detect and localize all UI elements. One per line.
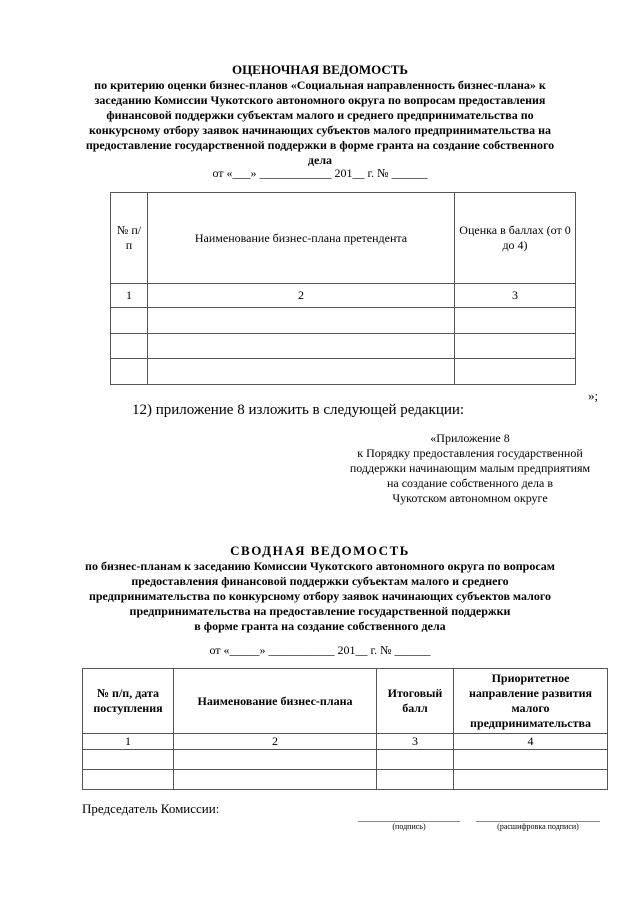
table-cell: 4	[454, 734, 608, 750]
subtitle-line: предоставление государственной поддержки в форме гранта на создание собственного	[85, 138, 555, 152]
form1-subtitle	[0, 78, 640, 168]
table-cell: 1	[111, 284, 148, 308]
subtitle-line: дела	[307, 153, 333, 167]
table-header-row	[83, 669, 608, 734]
appendix-line: к Порядку предоставления государственной	[357, 446, 583, 460]
table-row	[111, 359, 576, 385]
table-cell: 3	[377, 734, 454, 750]
header-cell: № п/п, дата поступления	[83, 669, 174, 734]
table-cell[interactable]	[148, 334, 455, 359]
table-cell[interactable]	[174, 770, 377, 790]
table-cell: 3	[455, 284, 576, 308]
subtitle-line: финансовой поддержки субъектам малого и среднего предпринимательства по	[106, 108, 534, 122]
table-row	[111, 308, 576, 334]
table-row	[111, 334, 576, 359]
table-cell[interactable]	[454, 750, 608, 770]
subtitle-line: в форме гранта на создание собственного дела	[194, 619, 446, 633]
table-row	[111, 284, 576, 308]
signature-caption: (подпись)	[358, 821, 460, 831]
table-cell: 2	[148, 284, 455, 308]
form2-table	[82, 668, 608, 790]
table-cell[interactable]	[148, 308, 455, 334]
form2-subtitle	[0, 559, 640, 634]
table-row	[83, 750, 608, 770]
subtitle-line: по критерию оценки бизнес-планов «Социальная направленность бизнес-плана» к	[94, 78, 546, 92]
table-row	[83, 734, 608, 750]
form2-date-line: от «_____» ___________ 201__ г. № ______	[209, 643, 431, 657]
table-cell[interactable]	[377, 750, 454, 770]
table-cell[interactable]	[83, 750, 174, 770]
subtitle-line: по бизнес-планам к заседанию Комиссии Чукотского автономного округа по вопросам	[85, 559, 555, 573]
table-cell[interactable]	[111, 359, 148, 385]
table-cell[interactable]	[83, 770, 174, 790]
subtitle-line: конкурсному отбору заявок начинающих субъектов малого предпринимательства на	[88, 123, 552, 137]
subtitle-line: заседанию Комиссии Чукотского автономного округа по вопросам предоставления	[94, 93, 546, 107]
header-cell: Оценка в баллах (от 0 до 4)	[455, 193, 576, 284]
appendix-line: Чукотском автономном округе	[392, 491, 548, 505]
subtitle-line: предпринимательства на предоставление государственной поддержки	[129, 604, 511, 618]
appendix-line: на создание собственного дела в	[386, 476, 553, 490]
header-cell: Наименование бизнес-плана претендента	[148, 193, 455, 284]
header-cell: Итоговый балл	[377, 669, 454, 734]
appendix-line: поддержки начинающим малым предприятиям	[349, 461, 591, 475]
table-cell[interactable]	[148, 359, 455, 385]
form1-table	[110, 192, 576, 385]
subtitle-line: предпринимательства по конкурсному отбору заявок начинающих субъектов малого	[88, 589, 552, 603]
table-cell[interactable]	[111, 308, 148, 334]
table-cell[interactable]	[174, 750, 377, 770]
header-cell: Приоритетное направление развития малого предпринимательства	[454, 669, 608, 734]
table-cell[interactable]	[454, 770, 608, 790]
header-cell: № п/п	[111, 193, 148, 284]
subtitle-line: предоставления финансовой поддержки субъектам малого и среднего	[131, 574, 509, 588]
form1-title: ОЦЕНОЧНАЯ ВЕДОМОСТЬ	[231, 62, 409, 77]
closing-quote: »;	[588, 388, 599, 403]
chairman-label: Председатель Комиссии:	[82, 801, 220, 816]
header-cell: Наименование бизнес-плана	[174, 669, 377, 734]
form1-date-line: от «___» ____________ 201__ г. № ______	[212, 166, 428, 180]
table-cell: 2	[174, 734, 377, 750]
form2-title: СВОДНАЯ ВЕДОМОСТЬ	[230, 543, 410, 558]
table-header-row	[111, 193, 576, 284]
table-row	[83, 770, 608, 790]
table-cell[interactable]	[111, 334, 148, 359]
table-cell[interactable]	[377, 770, 454, 790]
table-cell[interactable]	[455, 359, 576, 385]
instruction-text: 12) приложение 8 изложить в следующей редакции:	[132, 402, 465, 418]
table-cell: 1	[83, 734, 174, 750]
table-cell[interactable]	[455, 308, 576, 334]
appendix-line: «Приложение 8	[430, 431, 510, 445]
table-cell[interactable]	[455, 334, 576, 359]
appendix-block	[330, 431, 610, 506]
signature-decode-caption: (расшифровка подписи)	[476, 821, 600, 831]
